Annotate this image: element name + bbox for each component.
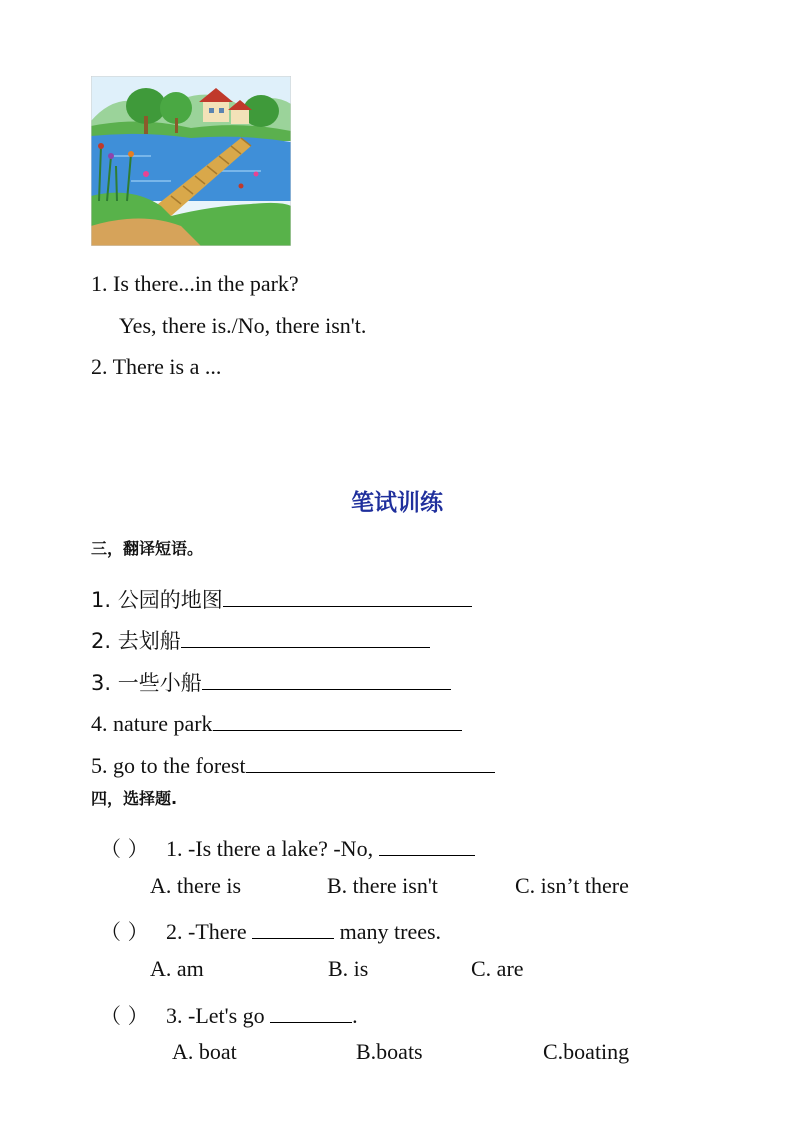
option-b[interactable]: B. is	[328, 956, 369, 981]
option-c[interactable]: C.boating	[543, 1039, 630, 1064]
phrase-label: 3. 一些小船	[91, 671, 202, 695]
answer-blank[interactable]	[223, 584, 472, 607]
answer-blank[interactable]	[246, 750, 495, 773]
option-b[interactable]: B.boats	[356, 1039, 423, 1064]
option-a[interactable]: A. am	[150, 956, 204, 981]
answer-paren[interactable]: （ ）	[100, 837, 149, 861]
question-prompt: 3. -Let's go	[166, 1003, 271, 1028]
option-a[interactable]: A. boat	[172, 1039, 237, 1064]
phrase-item-4	[91, 708, 462, 735]
option-a[interactable]: A. there is	[150, 873, 242, 898]
phrase-item-2	[91, 625, 430, 652]
question-prompt: 1. -Is there a lake? -No,	[166, 836, 379, 861]
answer-paren[interactable]: （ ）	[100, 920, 149, 944]
phrase-item-3	[91, 667, 451, 694]
answer-blank[interactable]	[181, 625, 430, 648]
written-section-title: 笔试训练	[351, 490, 443, 516]
phrase-label: 1. 公园的地图	[91, 588, 223, 612]
part4-heading: 四，选择题.	[91, 789, 178, 808]
park-lake-illustration	[91, 76, 291, 246]
option-b[interactable]: B. there isn't	[327, 873, 438, 898]
choice-question-3	[100, 1000, 358, 1027]
phrase-label: 2. 去划船	[91, 629, 181, 653]
picture-answer-1: Yes, there is./No, there isn't.	[119, 313, 367, 338]
answer-blank[interactable]	[379, 833, 475, 856]
question-prompt-end: many trees.	[334, 919, 442, 944]
option-c[interactable]: C. are	[471, 956, 524, 981]
question-prompt-end: .	[352, 1003, 358, 1028]
phrase-label: 4. nature park	[91, 711, 213, 736]
part3-heading: 三，翻译短语。	[91, 539, 204, 558]
answer-blank[interactable]	[252, 916, 334, 939]
answer-paren[interactable]: （ ）	[100, 1004, 149, 1028]
option-c[interactable]: C. isn’t there	[515, 873, 629, 898]
phrase-item-1	[91, 584, 472, 611]
answer-blank[interactable]	[270, 1000, 352, 1023]
picture-question-1: 1. Is there...in the park?	[91, 271, 299, 296]
phrase-item-5	[91, 750, 495, 777]
answer-blank[interactable]	[202, 667, 451, 690]
choice-question-1	[100, 833, 475, 860]
question-prompt: 2. -There	[166, 919, 253, 944]
choice-question-2	[100, 916, 441, 943]
picture-question-2: 2. There is a ...	[91, 354, 222, 379]
answer-blank[interactable]	[213, 708, 462, 731]
phrase-label: 5. go to the forest	[91, 753, 246, 778]
